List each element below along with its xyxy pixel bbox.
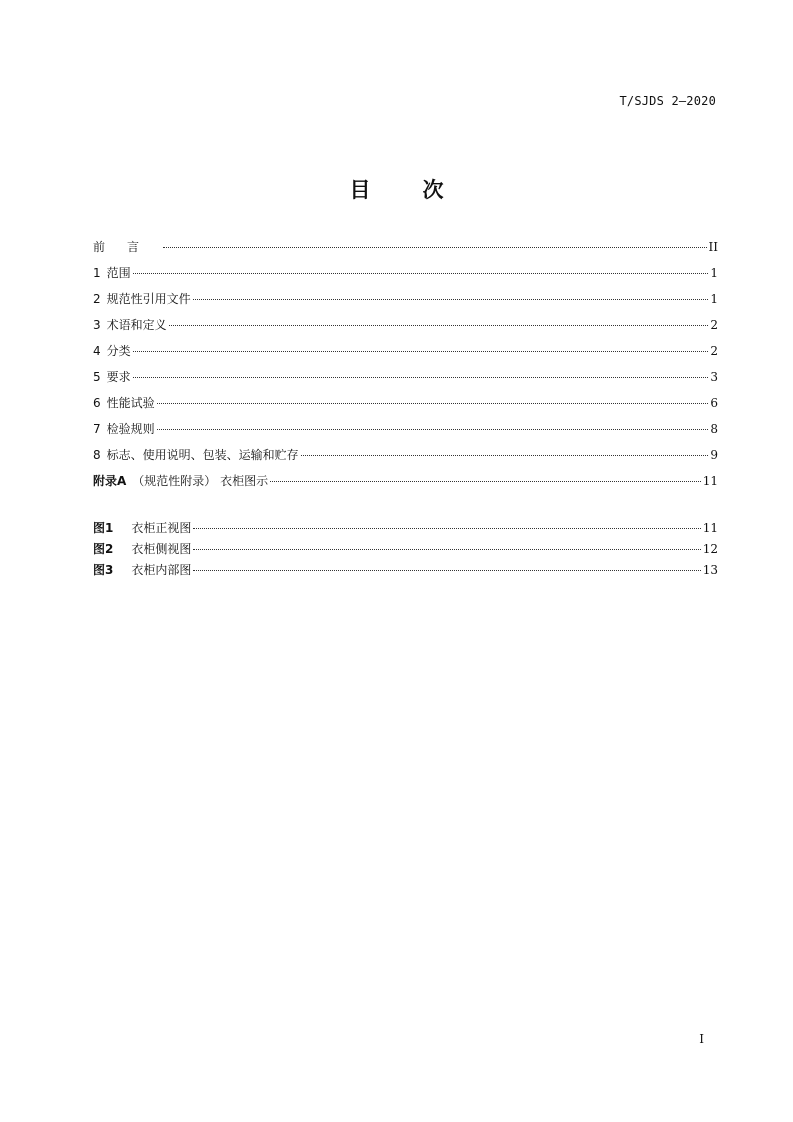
standard-number: T/SJDS 2—2020 [619, 94, 716, 108]
toc-number: 7 [93, 422, 101, 436]
toc-entry-classification[interactable] [93, 342, 718, 368]
figure-entry-2[interactable] [93, 540, 718, 561]
toc-entry-marking-packaging[interactable] [93, 446, 718, 472]
dot-leader [193, 528, 700, 529]
figure-label: 衣柜正视图 [131, 521, 192, 535]
toc-page: 2 [710, 318, 718, 332]
page-title [0, 174, 793, 204]
dot-leader [133, 377, 709, 378]
toc-entry-normative-references[interactable] [93, 290, 718, 316]
dot-leader [193, 549, 700, 550]
dot-leader [133, 351, 709, 352]
toc-label: 检验规则 [106, 422, 155, 436]
toc-label: 分类 [106, 344, 131, 358]
toc-label: 性能试验 [106, 396, 155, 410]
toc-entry-foreword[interactable] [93, 238, 718, 264]
toc-number: 8 [93, 448, 101, 462]
figure-number: 图3 [93, 563, 114, 577]
toc-number: 2 [93, 292, 101, 306]
toc-entry-performance-tests[interactable] [93, 394, 718, 420]
toc-label: （规范性附录） 衣柜图示 [132, 474, 269, 488]
dot-leader [157, 403, 709, 404]
toc-page: 11 [702, 474, 718, 488]
toc-number: 6 [93, 396, 101, 410]
toc-entry-inspection-rules[interactable] [93, 420, 718, 446]
toc-page: 8 [710, 422, 718, 436]
toc-page: 1 [710, 292, 718, 306]
toc-number: 1 [93, 266, 101, 280]
toc-page: II [708, 240, 718, 254]
figure-number: 图2 [93, 542, 114, 556]
toc-label: 前言 [93, 240, 162, 254]
page-number: I [699, 1032, 704, 1046]
dot-leader [193, 299, 709, 300]
figure-page: 12 [702, 542, 718, 556]
figure-page: 13 [702, 563, 718, 577]
dot-leader [169, 325, 709, 326]
toc-label: 要求 [106, 370, 131, 384]
toc-label: 标志、使用说明、包装、运输和贮存 [106, 448, 299, 462]
toc-page: 1 [710, 266, 718, 280]
dot-leader [133, 273, 709, 274]
dot-leader [270, 481, 701, 482]
toc-label: 规范性引用文件 [106, 292, 191, 306]
toc-entry-appendix-a[interactable] [93, 472, 718, 498]
list-of-figures [93, 519, 718, 582]
toc-label: 术语和定义 [106, 318, 167, 332]
figure-page: 11 [702, 521, 718, 535]
table-of-contents [93, 238, 718, 498]
toc-page: 9 [710, 448, 718, 462]
figure-label: 衣柜内部图 [131, 563, 192, 577]
toc-entry-terms[interactable] [93, 316, 718, 342]
dot-leader [157, 429, 709, 430]
figure-label: 衣柜侧视图 [131, 542, 192, 556]
toc-number: 附录A [93, 474, 127, 488]
figure-number: 图1 [93, 521, 114, 535]
figure-entry-3[interactable] [93, 561, 718, 582]
toc-entry-requirements[interactable] [93, 368, 718, 394]
toc-entry-scope[interactable] [93, 264, 718, 290]
toc-page: 2 [710, 344, 718, 358]
toc-page: 3 [710, 370, 718, 384]
toc-label: 范围 [106, 266, 131, 280]
toc-number: 5 [93, 370, 101, 384]
dot-leader [193, 570, 700, 571]
toc-number: 3 [93, 318, 101, 332]
toc-number: 4 [93, 344, 101, 358]
dot-leader [163, 247, 707, 248]
title-char-2: 次 [422, 178, 444, 202]
figure-entry-1[interactable] [93, 519, 718, 540]
toc-page: 6 [710, 396, 718, 410]
title-char-1: 目 [349, 178, 371, 202]
dot-leader [301, 455, 709, 456]
